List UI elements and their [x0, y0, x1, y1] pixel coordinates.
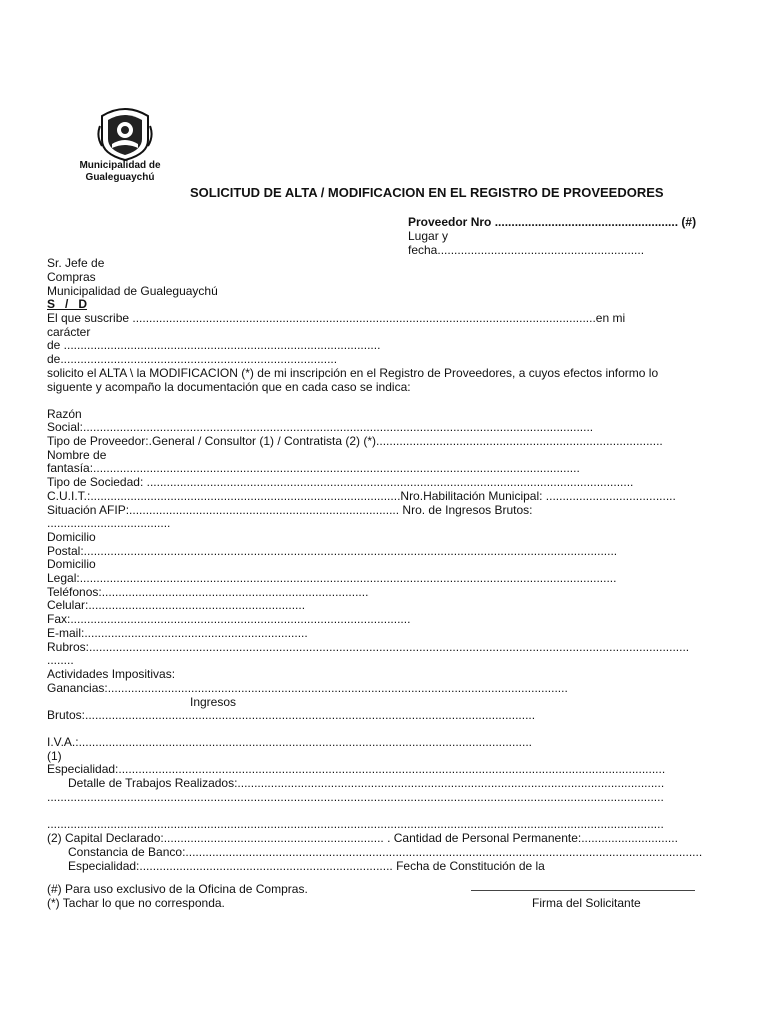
caracter-field[interactable]: de ...............................................................................................	[47, 338, 381, 352]
dom-postal-field[interactable]: Postal:................................................................................................................................................................	[47, 544, 618, 558]
fantasia-label: Nombre de	[47, 448, 107, 462]
de-field[interactable]: de...................................................................................	[47, 352, 338, 366]
especialidad-field[interactable]: Especialidad:....................................................................................................................................................................	[47, 762, 666, 776]
lugar-label: Lugar y	[408, 229, 449, 243]
form-title: SOLICITUD DE ALTA / MODIFICACION EN EL REGISTRO DE PROVEEDORES	[190, 185, 664, 200]
fecha-field[interactable]: fecha..............................................................	[408, 243, 645, 257]
especialidad-2-field[interactable]: Especialidad:............................................................................ Fecha de Constitución de la	[68, 859, 545, 873]
intro-text-line1: solicito el ALTA \ la MODIFICACION (*) de mi inscripción en el Registro de Proveedores, a cuyos efectos informo lo	[47, 366, 659, 380]
intro-text-line2: siguente y acompaño la documentación que en cada caso se indica:	[47, 380, 411, 394]
detalle-cont-1[interactable]: .........................................................................................................................................................................................	[47, 790, 664, 804]
celular-field[interactable]: Celular:.................................................................	[47, 598, 306, 612]
actividades-label: Actividades Impositivas:	[47, 667, 176, 681]
addressee-line2: Compras	[47, 270, 96, 284]
capital-declarado-field[interactable]: (2) Capital Declarado:.................................................................. . Cantidad de Personal Permanente:.............................	[47, 831, 678, 845]
iva-field[interactable]: I.V.A.:........................................................................................................................................	[47, 735, 532, 749]
afip-field[interactable]: Situación AFIP:................................................................................. Nro. de Ingresos Brutos:	[47, 503, 533, 517]
rubros-field[interactable]: Rubros:....................................................................................................................................................................................	[47, 640, 690, 654]
org-name-line2: Gualeguaychú	[85, 172, 155, 183]
detalle-cont-2[interactable]: .........................................................................................................................................................................................	[47, 817, 664, 831]
rubros-cont[interactable]: ........	[47, 653, 74, 667]
dom-legal-field[interactable]: Legal:.................................................................................................................................................................	[47, 571, 617, 585]
ganancias-field[interactable]: Ganancias:..........................................................................................................................................	[47, 681, 568, 695]
addressee-line1: Sr. Jefe de	[47, 256, 105, 270]
addressee-sd: S / D	[47, 297, 88, 311]
razon-social-field[interactable]: Social:.........................................................................................................................................................	[47, 420, 594, 434]
constancia-banco-field[interactable]: Constancia de Banco:...........................................................................................................................................................	[68, 845, 703, 859]
dom-legal-label: Domicilio	[47, 557, 96, 571]
org-name-line1: Municipalidad de	[79, 160, 161, 171]
fax-field[interactable]: Fax:......................................................................................................	[47, 612, 411, 626]
dom-postal-label: Domicilio	[47, 530, 96, 544]
signature-label: Firma del Solicitante	[532, 896, 641, 910]
caracter-label: carácter	[47, 325, 91, 339]
proveedor-nro-field[interactable]: Proveedor Nro ....................................................... (#)	[408, 215, 697, 229]
suscribe-field[interactable]: El que suscribe ...........................................................................................................................................en mi	[47, 311, 626, 325]
email-field[interactable]: E-mail:...................................................................	[47, 626, 308, 640]
telefonos-field[interactable]: Teléfonos:................................................................................	[47, 585, 369, 599]
addressee-line3: Municipalidad de Gualeguaychú	[47, 284, 218, 298]
footnote-star: (*) Tachar lo que no corresponda.	[47, 896, 225, 910]
signature-line[interactable]	[471, 890, 695, 891]
detalle-trabajos-field[interactable]: Detalle de Trabajos Realizados:................................................................................................................................	[68, 776, 665, 790]
razon-label: Razón	[47, 407, 82, 421]
municipal-seal-logo	[96, 106, 154, 162]
tipo-sociedad-field[interactable]: Tipo de Sociedad: ..................................................................................................................................................	[47, 475, 634, 489]
fantasia-field[interactable]: fantasía:..................................................................................................................................................	[47, 461, 580, 475]
note-1-label: (1)	[47, 749, 62, 763]
footnote-hash: (#) Para uso exclusivo de la Oficina de Compras.	[47, 882, 308, 896]
brutos-field[interactable]: Brutos:.......................................................................................................................................	[47, 708, 536, 722]
tipo-proveedor-field[interactable]: Tipo de Proveedor:.General / Consultor (1) / Contratista (2) (*)......................................................................................	[47, 434, 663, 448]
cuit-field[interactable]: C.U.I.T.:.............................................................................................Nro.Habilitación Municipal: .......................................	[47, 489, 676, 503]
ingresos-brutos-field[interactable]: .....................................	[47, 516, 171, 530]
ingresos-label: Ingresos	[190, 695, 237, 709]
